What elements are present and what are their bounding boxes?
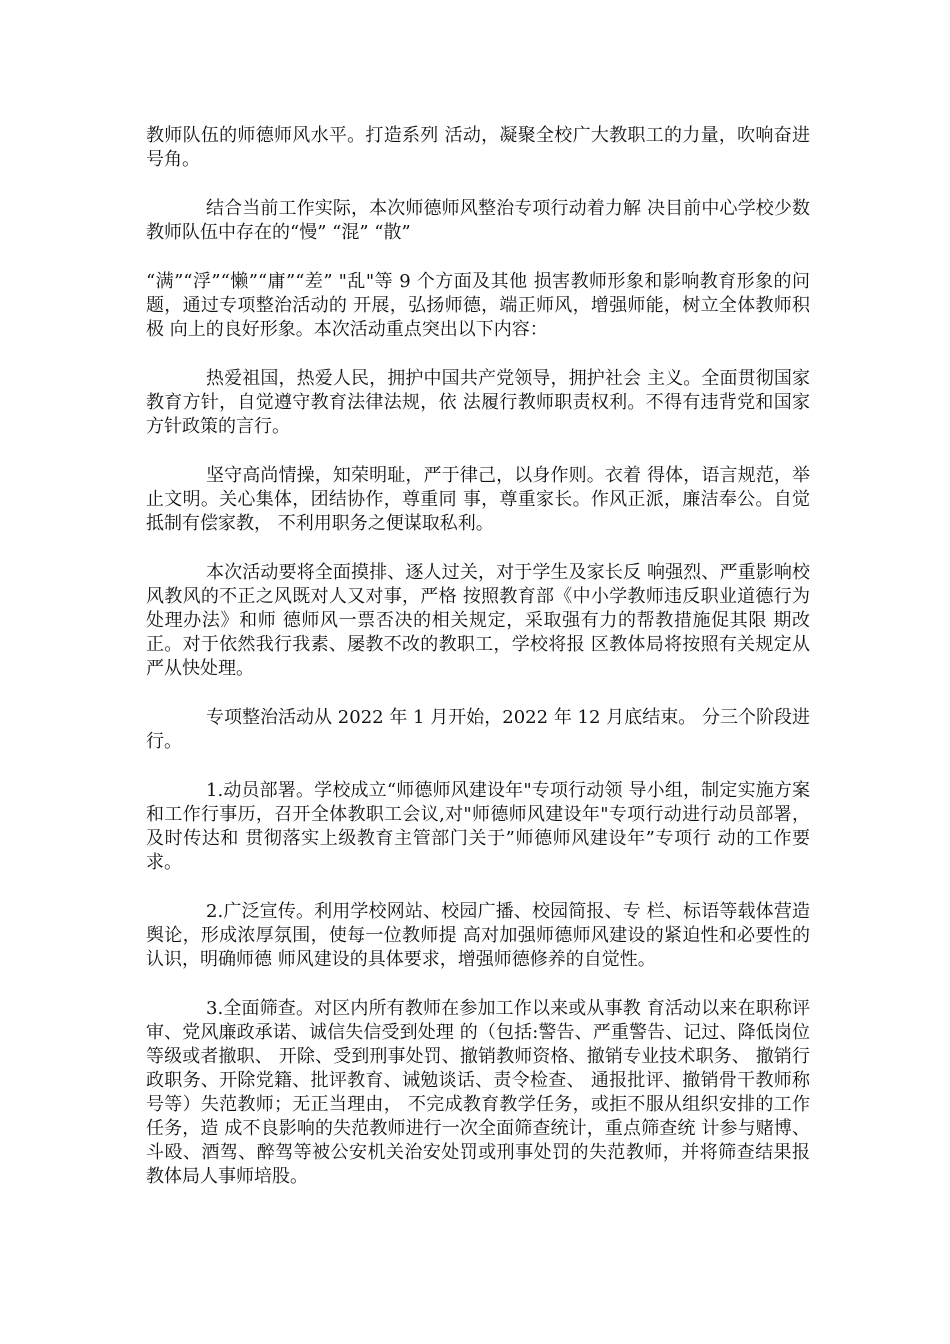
paragraph-4: 热爱祖国，热爱人民，拥护中国共产党领导，拥护社会 主义。全面贯彻国家教育方针，自觉遵守教育法律法规，依 法履行教师职责权利。不得有违背党和国家方针政策的言行。 [146,368,810,437]
paragraph-1: 教师队伍的师德师风水平。打造系列 活动，凝聚全校广大教职工的力量，吹响奋进号角。 [146,125,810,170]
paragraph-8: 1.动员部署。学校成立“师德师风建设年"专项行动领 导小组，制定实施方案和工作行事历，召开全体教职工会议,对"师德师风建设年"专项行动进行动员部署，及时传达和 贯彻落实上级教育主管部门关于”师德师风建设年”专项行 动的工作要求。 [146,780,810,873]
paragraph-2: 结合当前工作实际，本次师德师风整治专项行动着力解 决目前中心学校少数教师队伍中存在的“慢” “混” “散” [146,198,810,243]
document-page [146,124,810,1189]
paragraph-3: “满”“浮”“懒”“庸”“差” "乱"等 9 个方面及其他 损害教师形象和影响教育形象的问题，通过专项整治活动的 开展，弘扬师德，端正师风，增强师能，树立全体教师积极 向上的良好形象。本次活动重点突出以下内容： [146,271,810,340]
paragraph-9: 2.广泛宣传。利用学校网站、校园广播、校园简报、专 栏、标语等载体营造舆论，形成浓厚氛围，使每一位教师提 高对加强师德师风建设的紧迫性和必要性的认识，明确师德 师风建设的具体要求，增强师德修养的自觉性。 [146,901,810,970]
paragraph-7: 专项整治活动从 2022 年 1 月开始，2022 年 12 月底结束。 分三个阶段进行。 [146,707,810,752]
paragraph-5: 坚守高尚情操，知荣明耻，严于律己，以身作则。衣着 得体，语言规范，举止文明。关心集体，团结协作，尊重同 事，尊重家长。作风正派，廉洁奉公。自觉抵制有偿家教， 不利用职务之便谋取私利。 [146,465,810,534]
paragraph-6: 本次活动要将全面摸排、逐人过关，对于学生及家长反 响强烈、严重影响校风教风的不正之风既对人又对事，严格 按照教育部《中小学教师违反职业道德行为处理办法》和师 德师风一票否决的相关规定，采取强有力的帮教措施促其限 期改正。对于依然我行我素、屡教不改的教职工，学校将报 区教体局将按照有关规定从严从快处理。 [146,562,810,679]
paragraph-10: 3.全面筛查。对区内所有教师在参加工作以来或从事教 育活动以来在职称评审、党风廉政承诺、诚信失信受到处理 的（包括:警告、严重警告、记过、降低岗位等级或者撤职、 开除、受到刑事处罚、撤销教师资格、撤销专业技术职务、 撤销行政职务、开除党籍、批评教育、诫勉谈话、责令检查、 通报批评、撤销骨干教师称号等）失范教师；无正当理由， 不完成教育教学任务，或拒不服从组织安排的工作任务，造 成不良影响的失范教师进行一次全面筛查统计，重点筛查统 计参与赌博、斗殴、酒驾、醉驾等被公安机关治安处罚或刑事处罚的失范教师，并将筛查结果报教体局人事师培股。 [146,998,810,1187]
